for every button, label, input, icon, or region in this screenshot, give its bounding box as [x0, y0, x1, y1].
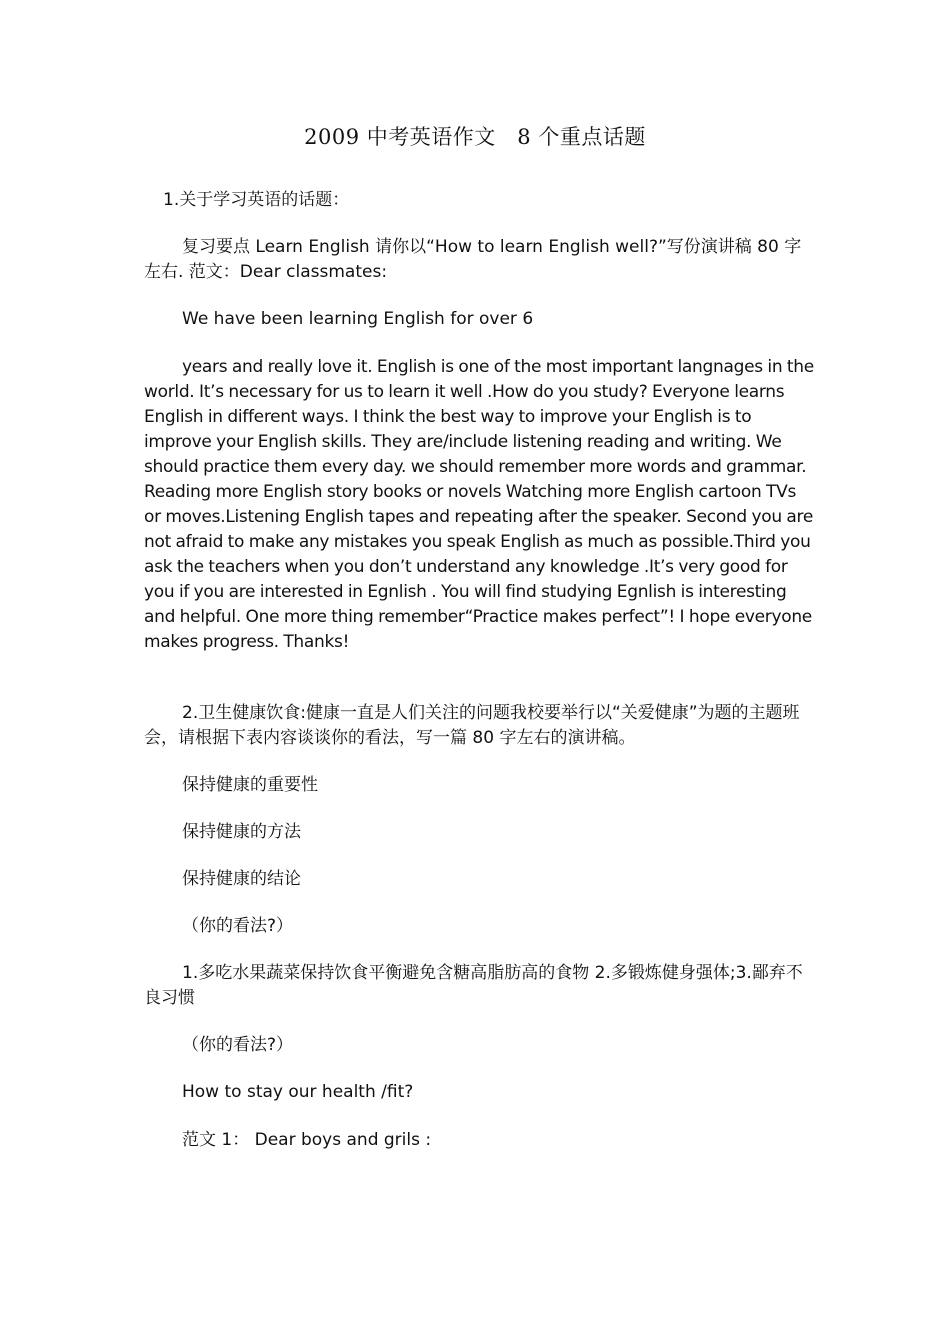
section2-heading: 2.卫生健康饮食:健康一直是人们关注的问题我校要举行以“关爱健康”为题的主题班会，请根据下表内容谈谈你的看法，写一篇 80 字左右的演讲稿。 [144, 703, 800, 748]
opinion-prompt-1: （你的看法?） [182, 916, 294, 936]
section1-sample-essay: years and really love it. English is one of the most important langnages in the world. It’s necessary for us to learn it well .How do you study? Everyone learns English in different ways. I think the best way to improve your English is to improve your English skills. They are/include listening reading and writing. We should practice them every day. we should remember more words and grammar. Reading more English story books or novels Watching more English cartoon TVs or moves.Listening English tapes and repeating after the speaker. Second you are not afraid to make any mistakes you speak English as much as possible.Third you ask the teachers when you don’t understand any knowledge .It’s very good for you if you are interested in Egnlish . You will find studying Egnlish is interesting and helpful. One more thing remember“Practice makes perfect”! I hope everyone makes progress. Thanks! [144, 357, 814, 652]
section1-line: We have been learning English for over 6 [182, 309, 534, 329]
essay-question: How to stay our health /fit? [182, 1082, 414, 1102]
document-title: 2009 中考英语作文 8 个重点话题 [304, 125, 646, 149]
methods-list: 1.多吃水果蔬菜保持饮食平衡避免含糖高脂肪高的食物 2.多锻炼健身强体;3.鄙弃不良习惯 [144, 963, 803, 1008]
table-row-methods: 保持健康的方法 [182, 822, 301, 842]
section1-heading: 1.关于学习英语的话题： [163, 190, 350, 210]
sample-essay-heading: 范文 1： Dear boys and grils : [182, 1130, 432, 1150]
table-row-importance: 保持健康的重要性 [182, 775, 318, 795]
table-row-conclusion: 保持健康的结论 [182, 869, 301, 889]
opinion-prompt-2: （你的看法?） [182, 1035, 294, 1055]
section1-instruction: 复习要点 Learn English 请你以“How to learn English well?”写份演讲稿 80 字左右. 范文：Dear classmates: [144, 237, 802, 282]
